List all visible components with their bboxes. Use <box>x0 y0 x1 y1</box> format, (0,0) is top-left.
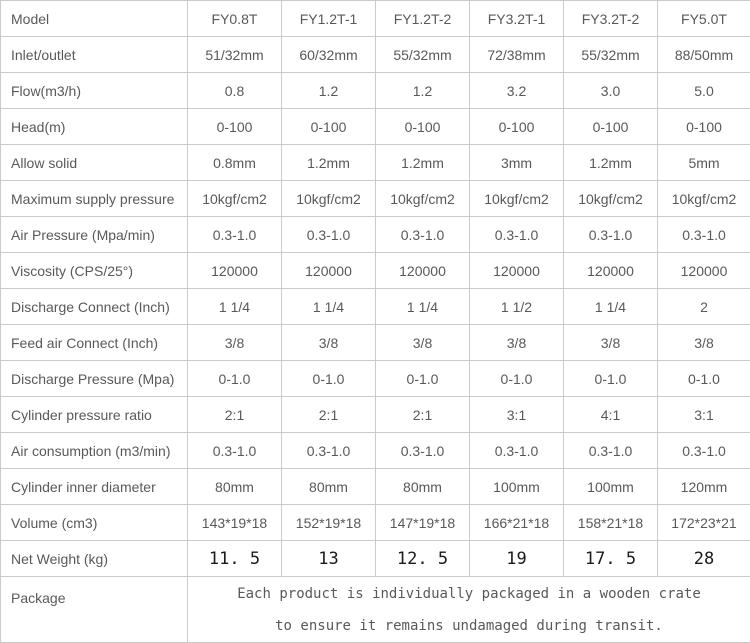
cell: 13 <box>282 541 376 577</box>
cell: 3:1 <box>470 397 564 433</box>
row-label: Flow(m3/h) <box>1 73 188 109</box>
row-label: Air Pressure (Mpa/min) <box>1 217 188 253</box>
package-line1: Each product is individually packaged in a wooden crate <box>188 578 750 610</box>
table-row-feed-air-connect <box>1 325 750 361</box>
table-row-discharge-connect <box>1 289 750 325</box>
cell: 0-1.0 <box>470 361 564 397</box>
table-row-max-supply-pressure <box>1 181 750 217</box>
row-label: Volume (cm3) <box>1 505 188 541</box>
cell: 0.3-1.0 <box>470 433 564 469</box>
cell: 88/50mm <box>658 37 750 73</box>
table-row-viscosity <box>1 253 750 289</box>
row-label: Package <box>1 577 188 643</box>
cell: 0-100 <box>470 109 564 145</box>
cell: 3/8 <box>188 325 282 361</box>
row-label: Discharge Pressure (Mpa) <box>1 361 188 397</box>
cell: 120000 <box>658 253 750 289</box>
cell: 0.3-1.0 <box>564 433 658 469</box>
cell: 100mm <box>564 469 658 505</box>
cell: 0.3-1.0 <box>282 217 376 253</box>
cell: 120000 <box>188 253 282 289</box>
cell: 55/32mm <box>376 37 470 73</box>
cell: 60/32mm <box>282 37 376 73</box>
table-row-volume <box>1 505 750 541</box>
row-label: Discharge Connect (Inch) <box>1 289 188 325</box>
cell: 3.0 <box>564 73 658 109</box>
cell: 0-100 <box>376 109 470 145</box>
cell: 0-100 <box>282 109 376 145</box>
cell: 28 <box>658 541 750 577</box>
cell: 1 1/4 <box>282 289 376 325</box>
cell: 120000 <box>564 253 658 289</box>
table-row-allow-solid <box>1 145 750 181</box>
cell: 10kgf/cm2 <box>282 181 376 217</box>
cell: 0.3-1.0 <box>658 217 750 253</box>
row-label: Inlet/outlet <box>1 37 188 73</box>
cell: 10kgf/cm2 <box>188 181 282 217</box>
cell: 0-1.0 <box>564 361 658 397</box>
cell: 1 1/4 <box>376 289 470 325</box>
table-row-cylinder-inner-diameter <box>1 469 750 505</box>
model-cell: FY1.2T-1 <box>282 1 376 37</box>
cell: 80mm <box>376 469 470 505</box>
table-row-net-weight <box>1 541 750 577</box>
package-description-cell <box>188 577 750 643</box>
row-label: Cylinder inner diameter <box>1 469 188 505</box>
cell: 120mm <box>658 469 750 505</box>
cell: 1.2mm <box>564 145 658 181</box>
cell: 0-100 <box>188 109 282 145</box>
cell: 10kgf/cm2 <box>376 181 470 217</box>
cell: 1.2mm <box>376 145 470 181</box>
cell: 2 <box>658 289 750 325</box>
row-label: Cylinder pressure ratio <box>1 397 188 433</box>
cell: 120000 <box>470 253 564 289</box>
row-label: Head(m) <box>1 109 188 145</box>
row-label: Model <box>1 1 188 37</box>
cell: 80mm <box>282 469 376 505</box>
cell: 1 1/4 <box>564 289 658 325</box>
cell: 3:1 <box>658 397 750 433</box>
cell: 4:1 <box>564 397 658 433</box>
cell: 3/8 <box>470 325 564 361</box>
table-row-model <box>1 1 750 37</box>
cell: 0-1.0 <box>376 361 470 397</box>
cell: 0-1.0 <box>658 361 750 397</box>
cell: 3/8 <box>282 325 376 361</box>
cell: 0.8 <box>188 73 282 109</box>
cell: 1 1/4 <box>188 289 282 325</box>
cell: 0.3-1.0 <box>376 433 470 469</box>
cell: 0.3-1.0 <box>188 217 282 253</box>
cell: 0.3-1.0 <box>564 217 658 253</box>
cell: 0.3-1.0 <box>376 217 470 253</box>
cell: 17. 5 <box>564 541 658 577</box>
cell: 5mm <box>658 145 750 181</box>
table-row-package <box>1 577 750 643</box>
model-cell: FY1.2T-2 <box>376 1 470 37</box>
cell: 51/32mm <box>188 37 282 73</box>
cell: 2:1 <box>376 397 470 433</box>
model-cell: FY0.8T <box>188 1 282 37</box>
cell: 0.3-1.0 <box>470 217 564 253</box>
cell: 0.8mm <box>188 145 282 181</box>
cell: 3/8 <box>658 325 750 361</box>
cell: 166*21*18 <box>470 505 564 541</box>
row-label: Allow solid <box>1 145 188 181</box>
row-label: Viscosity (CPS/25°) <box>1 253 188 289</box>
table-row-flow <box>1 73 750 109</box>
cell: 172*23*21 <box>658 505 750 541</box>
cell: 3/8 <box>564 325 658 361</box>
cell: 0-100 <box>564 109 658 145</box>
cell: 80mm <box>188 469 282 505</box>
cell: 10kgf/cm2 <box>470 181 564 217</box>
cell: 1.2mm <box>282 145 376 181</box>
cell: 0-1.0 <box>282 361 376 397</box>
model-cell: FY5.0T <box>658 1 750 37</box>
cell: 1 1/2 <box>470 289 564 325</box>
row-label: Net Weight (kg) <box>1 541 188 577</box>
cell: 152*19*18 <box>282 505 376 541</box>
cell: 147*19*18 <box>376 505 470 541</box>
cell: 0-100 <box>658 109 750 145</box>
cell: 1.2 <box>282 73 376 109</box>
model-cell: FY3.2T-1 <box>470 1 564 37</box>
row-label: Maximum supply pressure <box>1 181 188 217</box>
cell: 12. 5 <box>376 541 470 577</box>
cell: 72/38mm <box>470 37 564 73</box>
cell: 11. 5 <box>188 541 282 577</box>
cell: 10kgf/cm2 <box>564 181 658 217</box>
cell: 0.3-1.0 <box>658 433 750 469</box>
cell: 143*19*18 <box>188 505 282 541</box>
row-label: Air consumption (m3/min) <box>1 433 188 469</box>
cell: 2:1 <box>282 397 376 433</box>
cell: 0.3-1.0 <box>282 433 376 469</box>
cell: 100mm <box>470 469 564 505</box>
cell: 120000 <box>376 253 470 289</box>
cell: 5.0 <box>658 73 750 109</box>
cell: 158*21*18 <box>564 505 658 541</box>
table-row-cylinder-pressure-ratio <box>1 397 750 433</box>
cell: 0.3-1.0 <box>188 433 282 469</box>
cell: 120000 <box>282 253 376 289</box>
cell: 3/8 <box>376 325 470 361</box>
table-row-inlet-outlet <box>1 37 750 73</box>
model-cell: FY3.2T-2 <box>564 1 658 37</box>
cell: 3.2 <box>470 73 564 109</box>
table-row-air-consumption <box>1 433 750 469</box>
cell: 1.2 <box>376 73 470 109</box>
table-row-head <box>1 109 750 145</box>
row-label: Feed air Connect (Inch) <box>1 325 188 361</box>
cell: 3mm <box>470 145 564 181</box>
table-row-discharge-pressure <box>1 361 750 397</box>
cell: 55/32mm <box>564 37 658 73</box>
cell: 19 <box>470 541 564 577</box>
package-line2: to ensure it remains undamaged during transit. <box>188 610 750 642</box>
cell: 2:1 <box>188 397 282 433</box>
cell: 0-1.0 <box>188 361 282 397</box>
cell: 10kgf/cm2 <box>658 181 750 217</box>
table-row-air-pressure <box>1 217 750 253</box>
